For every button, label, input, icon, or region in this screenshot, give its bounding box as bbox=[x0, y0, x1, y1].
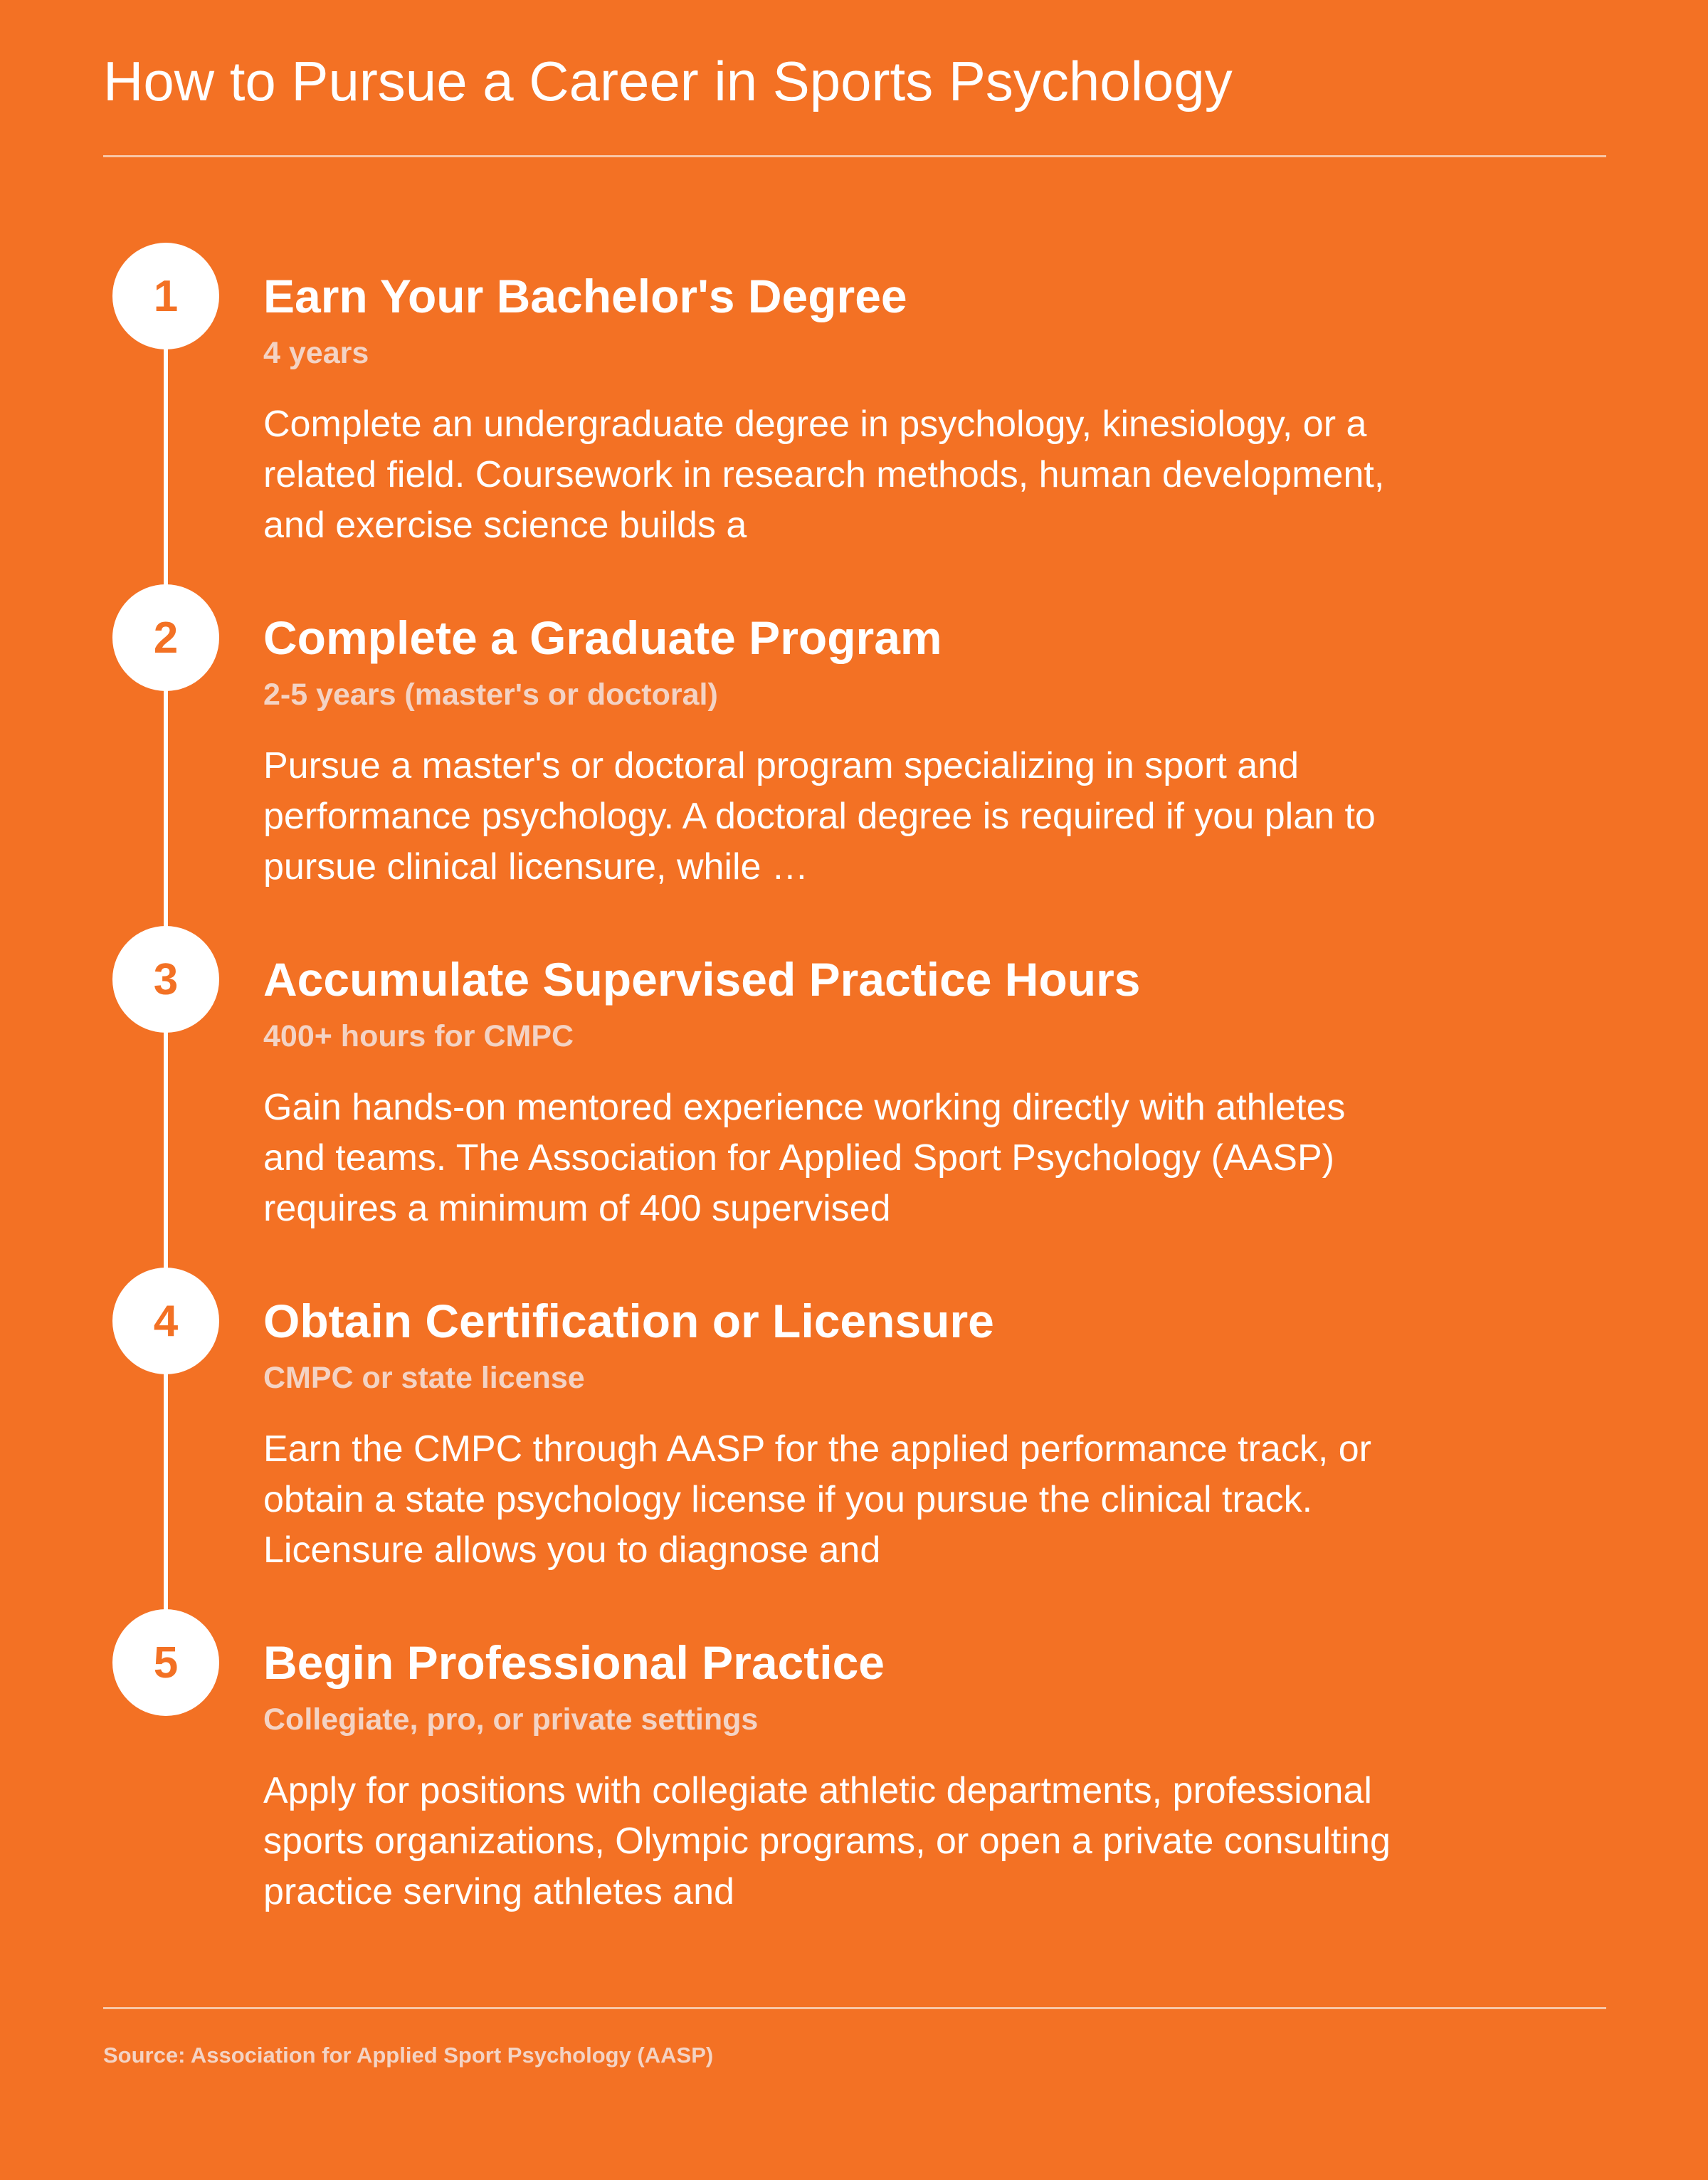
step-title: Obtain Certification or Licensure bbox=[263, 1295, 994, 1347]
top-divider bbox=[103, 155, 1606, 157]
step-description: Apply for positions with collegiate athletic departments, professional sports organizations, Olympic programs, or open a private consulting practice serving athletes and bbox=[263, 1770, 1391, 1912]
step-number-badge: 4 bbox=[112, 1268, 219, 1374]
step-duration: CMPC or state license bbox=[263, 1361, 585, 1395]
step-duration: Collegiate, pro, or private settings bbox=[263, 1702, 759, 1737]
step-title: Earn Your Bachelor's Degree bbox=[263, 270, 907, 322]
step-number-badge: 5 bbox=[112, 1609, 219, 1716]
step-description: Gain hands-on mentored experience working directly with athletes and teams. The Association for Applied Sport Psychology (AASP) requires a minimum of 400 supervised bbox=[263, 1087, 1346, 1229]
step-description: Complete an undergraduate degree in psychology, kinesiology, or a related field. Coursework in research methods, human development, and exercise science builds a bbox=[263, 404, 1385, 546]
step-duration: 400+ hours for CMPC bbox=[263, 1019, 574, 1053]
source-note: Source: Association for Applied Sport Psychology (AASP) bbox=[103, 2043, 714, 2068]
step-number-badge: 2 bbox=[112, 584, 219, 691]
step-number-badge: 1 bbox=[112, 243, 219, 349]
bottom-divider bbox=[103, 2007, 1606, 2009]
step-duration: 4 years bbox=[263, 336, 369, 370]
step-number-badge: 3 bbox=[112, 926, 219, 1033]
page-title: How to Pursue a Career in Sports Psychology bbox=[103, 50, 1233, 112]
step-title: Accumulate Supervised Practice Hours bbox=[263, 953, 1141, 1006]
step-description: Pursue a master's or doctoral program specializing in sport and performance psychology. A doctoral degree is required if you plan to pursue clinical licensure, while … bbox=[263, 745, 1376, 888]
step-duration: 2-5 years (master's or doctoral) bbox=[263, 678, 718, 712]
step-title: Complete a Graduate Program bbox=[263, 611, 942, 664]
step-title: Begin Professional Practice bbox=[263, 1636, 885, 1689]
step-description: Earn the CMPC through AASP for the applied performance track, or obtain a state psychology license if you pursue the clinical track. Licensure allows you to diagnose and bbox=[263, 1428, 1371, 1571]
